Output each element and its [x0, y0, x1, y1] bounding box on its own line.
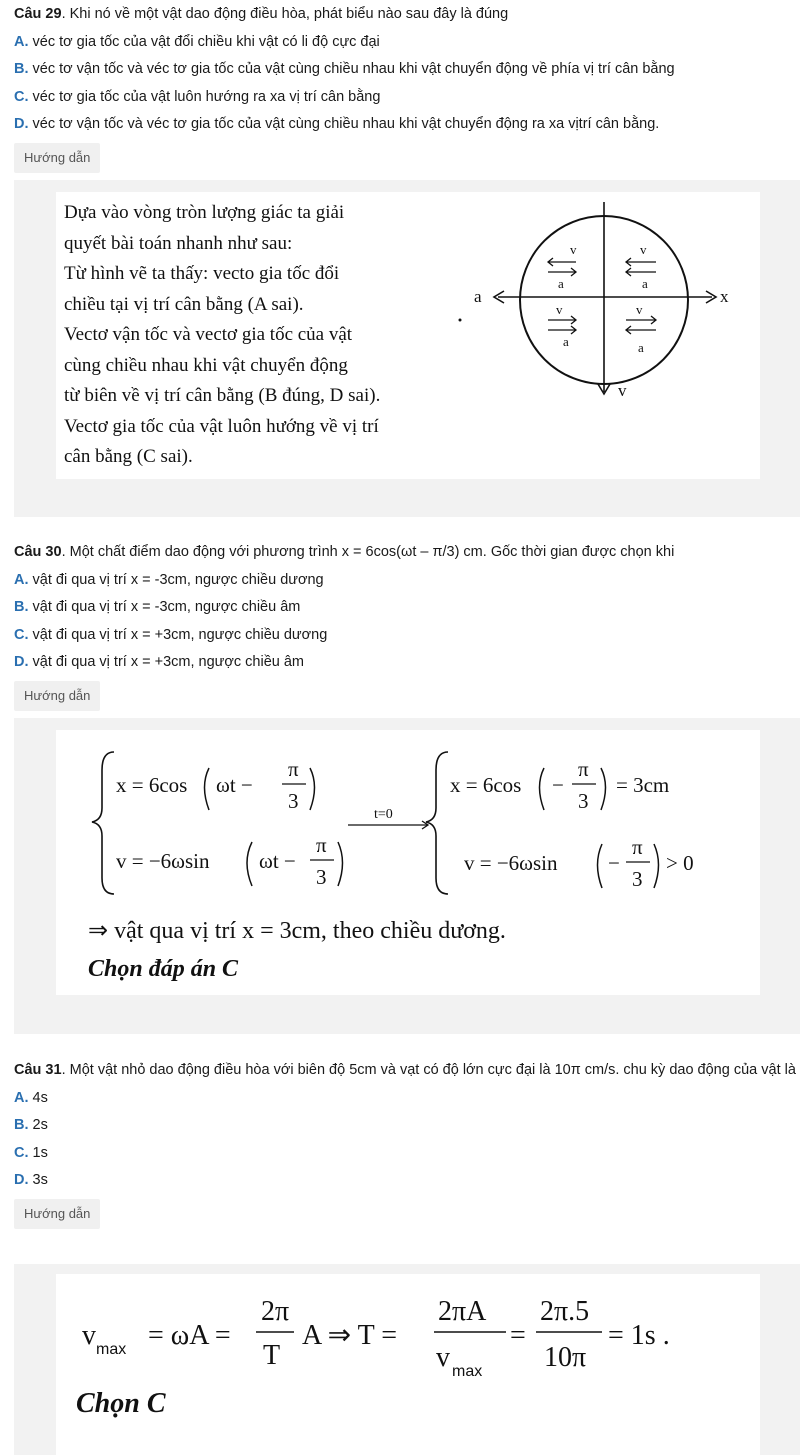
svg-text:π: π — [288, 757, 299, 781]
option-a[interactable]: A. véc tơ gia tốc của vật đổi chiều khi vật có li độ cực đại — [14, 33, 380, 50]
svg-text:−: − — [608, 851, 620, 875]
svg-text:π: π — [316, 833, 327, 857]
option-b[interactable]: B. 2s — [14, 1117, 48, 1133]
option-b[interactable]: B. vật đi qua vị trí x = -3cm, ngược chiều âm — [14, 599, 301, 615]
solution-panel-31 — [14, 1264, 800, 1455]
svg-text:π: π — [578, 757, 589, 781]
svg-text:v: v — [82, 1320, 96, 1351]
option-a[interactable]: A. vật đi qua vị trí x = -3cm, ngược chiều dương — [14, 571, 324, 588]
trig-circle-diagram — [456, 196, 756, 426]
svg-text:= ωA =: = ωA = — [148, 1320, 231, 1351]
axis-label-a: a — [474, 287, 482, 306]
solution-image-31 — [56, 1274, 760, 1455]
svg-text:v = −6ωsin: v = −6ωsin — [116, 849, 210, 873]
solution-image-29 — [56, 192, 760, 479]
hint-toggle[interactable]: Hướng dẫn — [14, 681, 100, 711]
conclusion-text: ⇒ vật qua vị trí x = 3cm, theo chiều dương. — [88, 918, 506, 944]
axis-label-v: v — [618, 381, 627, 400]
svg-text:2π: 2π — [261, 1296, 290, 1327]
svg-text:3: 3 — [632, 867, 643, 891]
svg-text:v: v — [436, 1342, 450, 1373]
svg-text:= 1s .: = 1s . — [608, 1320, 670, 1351]
hint-toggle[interactable]: Hướng dẫn — [14, 1199, 100, 1229]
svg-text:2π.5: 2π.5 — [540, 1296, 590, 1327]
svg-text:max: max — [96, 1341, 127, 1358]
solution-image-30 — [56, 730, 760, 995]
svg-text:T: T — [263, 1340, 281, 1371]
option-d[interactable]: D. vật đi qua vị trí x = +3cm, ngược chiều âm — [14, 654, 304, 670]
svg-text:3: 3 — [578, 789, 589, 813]
svg-text:v: v — [556, 302, 563, 317]
svg-text:x = 6cos: x = 6cos — [450, 773, 522, 797]
answer-text: Chọn C — [76, 1388, 166, 1419]
svg-text:max: max — [452, 1363, 483, 1380]
question-29 — [14, 1, 800, 173]
period-formula — [56, 1274, 760, 1394]
quadrant-arrows — [548, 258, 656, 334]
option-c[interactable]: C. 1s — [14, 1144, 48, 1161]
svg-text:A ⇒ T =: A ⇒ T = — [302, 1320, 398, 1351]
svg-text:a: a — [563, 334, 569, 349]
svg-text:v: v — [640, 242, 647, 257]
svg-text:3: 3 — [288, 789, 299, 813]
solution-panel-30 — [14, 718, 800, 1034]
question-label: Câu 29 — [14, 6, 62, 22]
svg-text:ωt −: ωt − — [216, 773, 253, 797]
svg-text:v: v — [570, 242, 577, 257]
option-d[interactable]: D. 3s — [14, 1172, 48, 1188]
svg-text:2πA: 2πA — [438, 1296, 487, 1327]
svg-text:v: v — [636, 302, 643, 317]
question-29-stem: Câu 29. Khi nó về một vật dao động điều hòa, phát biểu nào sau đây là đúng — [14, 6, 509, 22]
svg-text:v = −6ωsin: v = −6ωsin — [464, 851, 558, 875]
svg-text:π: π — [632, 835, 643, 859]
option-c[interactable]: C. vật đi qua vị trí x = +3cm, ngược chiều dương — [14, 626, 328, 643]
hint-toggle[interactable]: Hướng dẫn — [14, 143, 100, 173]
option-b[interactable]: B. véc tơ vận tốc và véc tơ gia tốc của vật cùng chiều nhau khi vật chuyển động về phía vị trí cân bằng — [14, 61, 675, 77]
svg-text:3: 3 — [316, 865, 327, 889]
svg-text:x = 6cos: x = 6cos — [116, 773, 188, 797]
question-30 — [14, 539, 800, 711]
option-d[interactable]: D. véc tơ vận tốc và véc tơ gia tốc của vật cùng chiều nhau khi vật chuyển động ra xa vịtrí cân bằng. — [14, 116, 660, 132]
option-c[interactable]: C. véc tơ gia tốc của vật luôn hướng ra xa vị trí cân bằng — [14, 88, 381, 105]
svg-text:=: = — [510, 1320, 526, 1351]
svg-text:t=0: t=0 — [374, 807, 393, 822]
svg-text:a: a — [558, 276, 564, 291]
equation-system — [56, 730, 760, 910]
svg-text:−: − — [552, 773, 564, 797]
svg-text:10π: 10π — [544, 1342, 587, 1373]
question-31-stem: Câu 31. Một vật nhỏ dao động điều hòa với biên độ 5cm và vạt có độ lớn cực đại là 10π cm/s. chu kỳ dao động của vật là — [14, 1062, 796, 1078]
svg-text:ωt −: ωt − — [259, 849, 296, 873]
question-label: Câu 31 — [14, 1062, 62, 1078]
option-a[interactable]: A. 4s — [14, 1089, 48, 1106]
svg-text:> 0: > 0 — [666, 851, 694, 875]
explanation-text: Dựa vào vòng tròn lượng giác ta giải quyết bài toán nhanh như sau: Từ hình vẽ ta thấy: vecto gia tốc đổi chiều tại vị trí cân bằng (A sai). Vectơ vận tốc và vectơ gia tốc của vật cùng chiều nhau khi vật chuyển động từ biên về vị trí cân bằng (B đúng, D sai). Vectơ gia tốc của vật luôn hướng về vị trí cân bằng (C sai). — [64, 202, 381, 467]
question-label: Câu 30 — [14, 544, 62, 560]
solution-panel-29 — [14, 180, 800, 517]
question-31 — [14, 1057, 800, 1229]
answer-text: Chọn đáp án C — [88, 956, 239, 982]
svg-text:a: a — [638, 340, 644, 355]
axis-label-x: x — [720, 287, 729, 306]
svg-text:a: a — [642, 276, 648, 291]
question-30-stem: Câu 30. Một chất điểm dao động với phương trình x = 6cos(ωt – π/3) cm. Gốc thời gian được chọn khi — [14, 544, 675, 560]
svg-text:= 3cm: = 3cm — [616, 773, 670, 797]
